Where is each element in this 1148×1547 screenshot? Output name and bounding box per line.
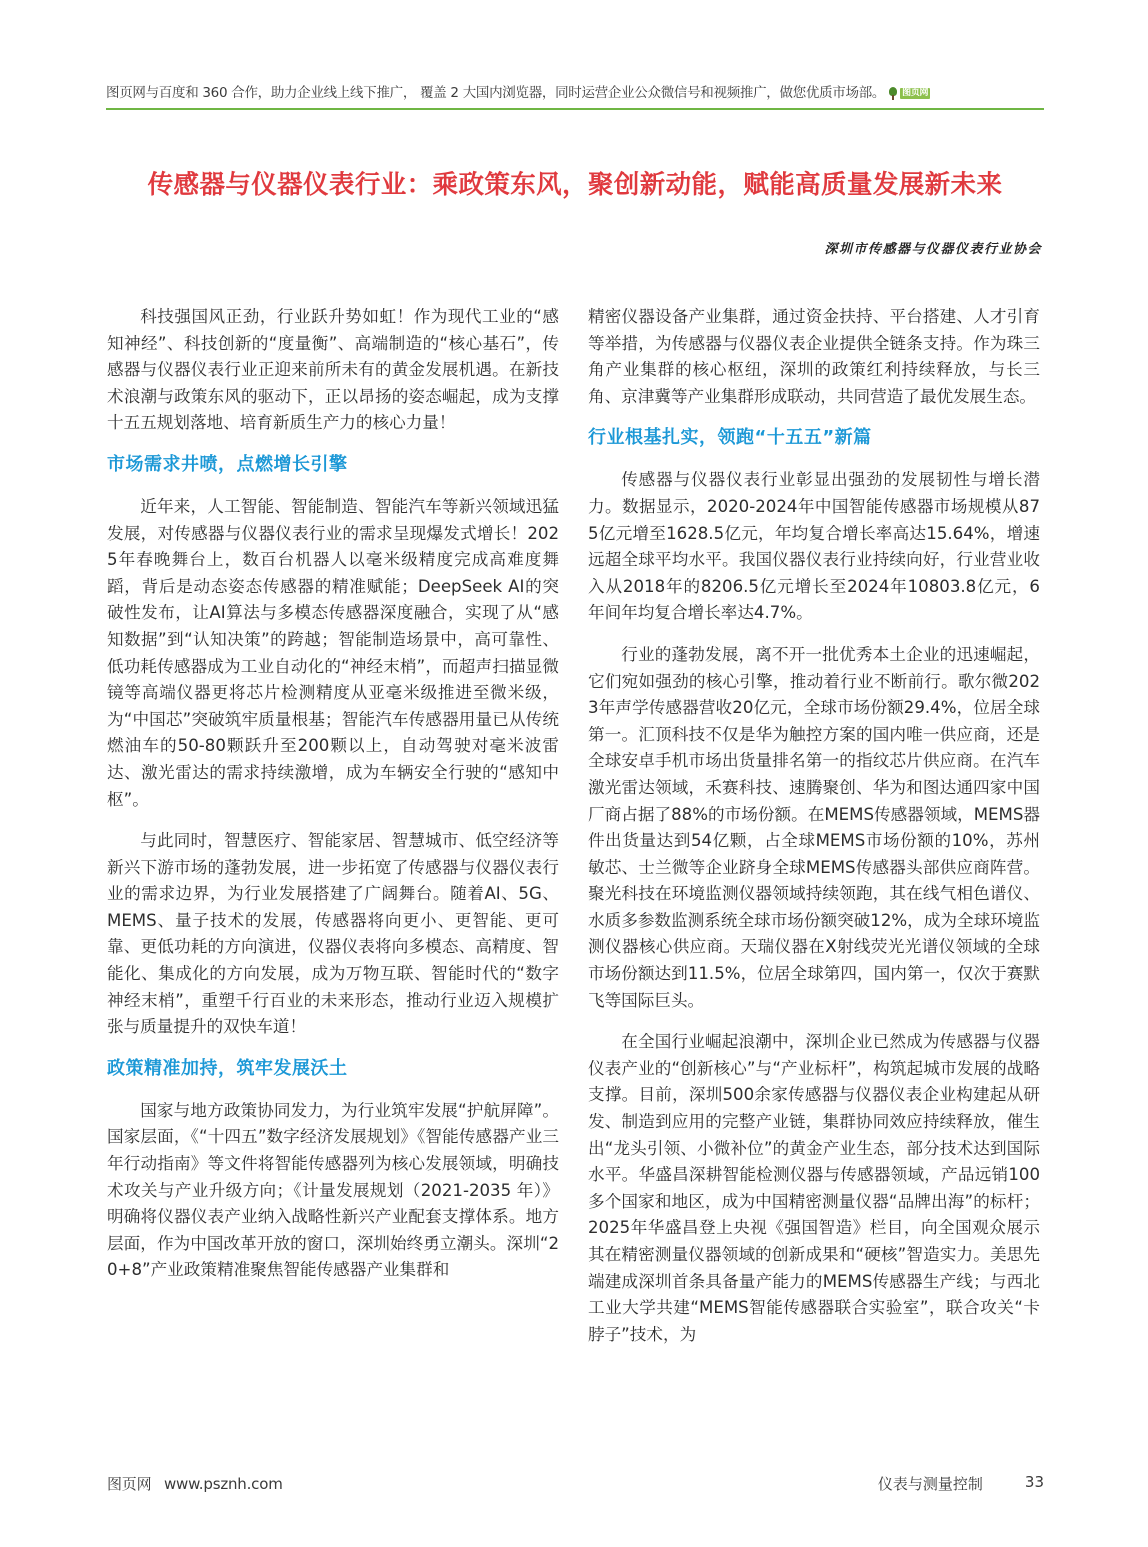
industry-paragraph-1: 传感器与仪器仪表行业彰显出强劲的发展韧性与增长潜力。数据显示，2020-2024年中国智能传感器市场规模从875亿元增至1628.5亿元，年均复合增长率高达15.64%，增速远超全球平均水平。我国仪器仪表行业持续向好，行业营业收入从2018年的8206.5亿元增长至2024年10803.8亿元，6年间年均复合增长率达4.7%。 <box>588 470 1040 623</box>
banner-divider <box>106 108 1044 110</box>
site-logo[interactable] <box>887 83 930 103</box>
article-title: 传感器与仪器仪表行业：乘政策东风，聚创新动能，赋能高质量发展新未来 <box>147 170 1003 200</box>
policy-paragraph-1: 国家与地方政策协同发力，为行业筑牢发展“护航屏障”。国家层面，《“十四五”数字经济发展规划》《智能传感器产业三年行动指南》等文件将智能传感器列为核心发展领域，明确技术攻关与产业升级方向；《计量发展规划（2021-2035 年）》明确将仪器仪表产业纳入战略性新兴产业配套支撑体系。地方层面，作为中国改革开放的窗口，深圳始终勇立潮头。深圳“20+8”产业政策精准聚焦智能传感器产业集群和 <box>107 1100 559 1280</box>
banner-text: 图页网与百度和 360 合作，助力企业线上线下推广， 覆盖 2 大国内浏览器，同时运营企业公众微信号和视频推广，做您优质市场部。 <box>106 85 886 101</box>
page-number: 33 <box>1024 1473 1044 1491</box>
industry-paragraph-3: 在全国行业崛起浪潮中，深圳企业已然成为传感器与仪器仪表产业的“创新核心”与“产业标杆”，构筑起城市发展的战略支撑。目前，深圳500余家传感器与仪器仪表企业构建起从研发、制造到应用的完整产业链，集群协同效应持续释放，催生出“龙头引领、小微补位”的黄金产业生态，部分技术达到国际水平。华盛昌深耕智能检测仪器与传感器领域，产品远销100多个国家和地区，成为中国精密测量仪器“品牌出海”的标杆；2025年华盛昌登上央视《强国智造》栏目，向全国观众展示其在精密测量仪器领域的创新成果和“硬核”智造实力。美思先端建成深圳首条具备量产能力的MEMS传感器生产线；与西北工业大学共建“MEMS智能传感器联合实验室”，联合攻关“卡脖子”技术，为 <box>588 1032 1040 1344</box>
policy-continuation-paragraph: 精密仪器设备产业集群，通过资金扶持、平台搭建、人才引育等举措，为传感器与仪器仪表企业提供全链条支持。作为珠三角产业集群的核心枢纽，深圳的政策红利持续释放，与长三角、京津冀等产业集群形成联动，共同营造了最优发展生态。 <box>588 307 1040 406</box>
tree-logo-icon <box>887 86 899 100</box>
logo-text: 图页网 <box>902 87 929 98</box>
section-heading-industry-foundation: 行业根基扎实，领跑“十五五”新篇 <box>588 427 872 449</box>
footer-publication-name: 仪表与测量控制 <box>877 1475 983 1493</box>
right-column <box>588 304 1040 1363</box>
industry-paragraph-2: 行业的蓬勃发展，离不开一批优秀本土企业的迅速崛起，它们宛如强劲的核心引擎，推动着行业不断前行。歌尔微2023年声学传感器营收20亿元，全球市场份额29.4%，位居全球第一。汇顶科技不仅是华为触控方案的国内唯一供应商，还是全球安卓手机市场出货量排名第一的指纹芯片供应商。在汽车激光雷达领域，禾赛科技、速腾聚创、华为和图达通四家中国厂商占据了88%的市场份额。在MEMS传感器领域，MEMS器件出货量达到54亿颗，占全球MEMS市场份额的10%，苏州敏芯、士兰微等企业跻身全球MEMS传感器头部供应商阵营。聚光科技在环境监测仪器领域持续领跑，其在线气相色谱仪、水质多参数监测系统全球市场份额突破12%，成为全球环境监测仪器核心供应商。天瑞仪器在X射线荧光光谱仪领域的全球市场份额达到11.5%，位居全球第四，国内第一，仅次于赛默飞等国际巨头。 <box>588 644 1040 1010</box>
footer-publication <box>878 1473 1044 1494</box>
footer-site-url[interactable]: www.psznh.com <box>163 1475 283 1493</box>
footer-site-name: 图页网 <box>107 1475 152 1493</box>
intro-paragraph: 科技强国风正劲，行业跃升势如虹！作为现代工业的“感知神经”、科技创新的“度量衡”、高端制造的“核心基石”，传感器与仪器仪表行业正迎来前所未有的黄金发展机遇。在新技术浪潮与政策东风的驱动下，正以昂扬的姿态崛起，成为支撑十五五规划落地、培育新质生产力的核心力量！ <box>107 307 559 433</box>
article-byline: 深圳市传感器与仪器仪表行业协会 <box>824 242 1042 257</box>
market-demand-paragraph-1: 近年来，人工智能、智能制造、智能汽车等新兴领域迅猛发展，对传感器与仪器仪表行业的需求呈现爆发式增长！2025年春晚舞台上，数百台机器人以毫米级精度完成高难度舞蹈，背后是动态姿态传感器的精准赋能；DeepSeek AI的突破性发布，让AI算法与多模态传感器深度融合，实现了从“感知数据”到“认知决策”的跨越；智能制造场景中，高可靠性、低功耗传感器成为工业自动化的“神经末梢”，而超声扫描显微镜等高端仪器更将芯片检测精度从亚毫米级推进至微米级，为“中国芯”突破筑牢质量根基；智能汽车传感器用量已从传统燃油车的50-80颗跃升至200颗以上，自动驾驶对毫米波雷达、激光雷达的需求持续激增，成为车辆安全行驶的“感知中枢”。 <box>107 496 559 809</box>
section-heading-policy: 政策精准加持，筑牢发展沃土 <box>107 1057 348 1079</box>
section-heading-market-demand: 市场需求井喷，点燃增长引擎 <box>107 453 348 475</box>
top-banner <box>106 80 1044 106</box>
market-demand-paragraph-2: 与此同时，智慧医疗、智能家居、智慧城市、低空经济等新兴下游市场的蓬勃发展，进一步拓宽了传感器与仪器仪表行业的需求边界，为行业发展搭建了广阔舞台。随着AI、5G、MEMS、量子技术的发展，传感器将向更小、更智能、更可靠、更低功耗的方向演进，仪器仪表将向多模态、高精度、智能化、集成化的方向发展，成为万物互联、智能时代的“数字神经末梢”，重塑千行百业的未来形态，推动行业迈入规模扩张与质量提升的双快车道！ <box>107 831 559 1037</box>
left-column <box>107 304 559 1299</box>
footer-site <box>107 1473 283 1494</box>
